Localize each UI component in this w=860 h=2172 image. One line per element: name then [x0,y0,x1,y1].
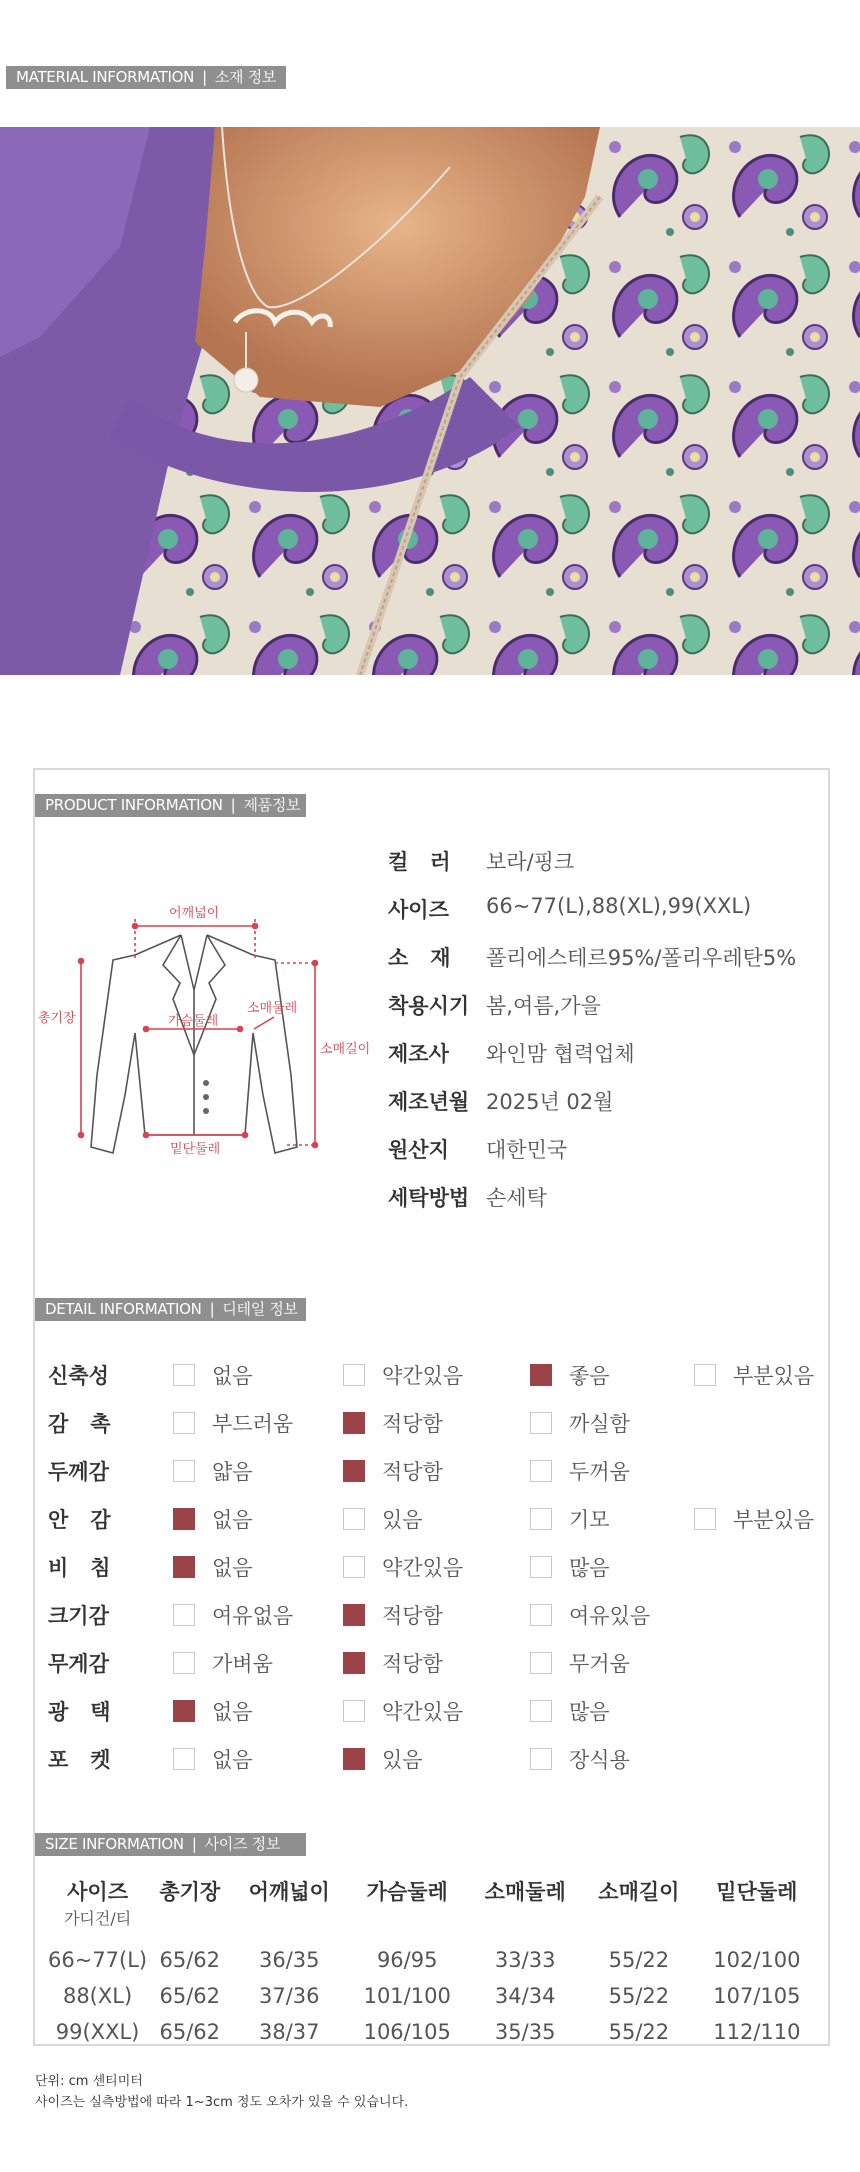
size-table-cell: 88(XL) [62,1984,133,2008]
info-value: 보라/핑크 [486,850,575,874]
size-table [48,1870,818,2050]
detail-option-label: 없음 [212,1700,253,1724]
size-header-cell: 총기장 [159,1880,221,1904]
detail-option-label: 부분있음 [733,1508,815,1532]
checkbox-checked [343,1412,365,1434]
checkbox-unchecked [343,1556,365,1578]
size-tag-sep: | [191,1835,197,1853]
detail-option-label: 많음 [569,1556,610,1580]
detail-row-label: 안 감 [48,1508,111,1532]
size-header-cell: 소매길이 [598,1880,680,1904]
footnote-unit: 단위: cm 센티미터 [35,2074,143,2089]
detail-option-label: 장식용 [569,1748,630,1772]
diagram-label-hem: 밑단둘레 [170,1142,221,1157]
size-subheader: 가디건/티 [63,1909,132,1928]
fabric-photo [0,127,860,675]
diagram-label-sleeve-round: 소매둘레 [247,1001,298,1016]
checkbox-checked [343,1748,365,1770]
size-table-cell: 106/105 [363,2020,451,2044]
checkbox-unchecked [173,1460,195,1482]
detail-option-label: 까실함 [569,1412,630,1436]
info-key: 제조년월 [388,1090,470,1114]
checkbox-unchecked [530,1556,552,1578]
size-table-cell: 35/35 [494,2020,556,2044]
size-table-cell: 38/37 [258,2020,320,2044]
size-table-cell: 96/95 [376,1948,438,1972]
detail-row-label: 두께감 [48,1460,109,1484]
product-tag-sep: | [230,796,236,814]
size-table-row [48,2014,818,2050]
size-tag-ko: 사이즈 정보 [204,1835,281,1853]
diagram-label-chest: 가슴둘레 [168,1014,219,1029]
size-table-cell: 99(XXL) [55,2020,140,2044]
info-value: 대한민국 [486,1138,568,1162]
detail-option-label: 부드러움 [212,1412,294,1436]
checkbox-checked [343,1604,365,1626]
detail-row-label: 무게감 [48,1652,109,1676]
size-table-cell: 55/22 [608,2020,670,2044]
size-table-cell: 33/33 [494,1948,556,1972]
material-tag-sep: | [202,68,207,86]
product-tag-ko: 제품정보 [243,796,301,814]
checkbox-unchecked [343,1508,365,1530]
checkbox-unchecked [530,1652,552,1674]
info-key: 원산지 [388,1138,449,1162]
detail-option-label: 여유없음 [212,1604,294,1628]
size-header-cell: 밑단둘레 [716,1880,798,1904]
size-header-cell: 소매둘레 [484,1880,566,1904]
info-value: 봄,여름,가을 [486,994,601,1018]
detail-row-label: 신축성 [48,1364,109,1388]
size-table-cell: 65/62 [159,1948,221,1972]
detail-option-label: 없음 [212,1364,253,1388]
info-value: 와인맘 협력업체 [486,1042,635,1066]
size-table-cell: 112/110 [713,2020,801,2044]
size-table-row [48,1942,818,1978]
checkbox-unchecked [530,1700,552,1722]
checkbox-unchecked [530,1412,552,1434]
detail-option-label: 두꺼움 [569,1460,630,1484]
detail-option-label: 적당함 [382,1652,443,1676]
checkbox-checked [173,1556,195,1578]
info-value: 2025년 02월 [486,1090,614,1114]
detail-option-label: 무거움 [569,1652,630,1676]
checkbox-unchecked [343,1700,365,1722]
detail-option-label: 있음 [382,1508,423,1532]
size-table-cell: 102/100 [713,1948,801,1972]
checkbox-unchecked [530,1460,552,1482]
detail-option-label: 얇음 [212,1460,253,1484]
info-key: 컬 러 [388,850,451,874]
checkbox-unchecked [173,1748,195,1770]
jacket-measurement-diagram [35,895,375,1170]
size-table-cell: 37/36 [258,1984,320,2008]
checkbox-unchecked [173,1652,195,1674]
material-tag-en: MATERIAL INFORMATION [16,68,195,86]
size-header-cell: 어깨넓이 [248,1880,330,1904]
checkbox-unchecked [343,1364,365,1386]
detail-option-label: 적당함 [382,1412,443,1436]
detail-option-label: 여유있음 [569,1604,651,1628]
detail-option-label: 기모 [569,1508,610,1532]
info-key: 사이즈 [388,898,449,922]
detail-option-label: 많음 [569,1700,610,1724]
product-tag-en: PRODUCT INFORMATION [45,796,223,814]
size-table-cell: 65/62 [159,2020,221,2044]
checkbox-checked [173,1700,195,1722]
checkbox-unchecked [530,1748,552,1770]
footnote-tolerance: 사이즈는 실측방법에 따라 1~3cm 정도 오차가 있을 수 있습니다. [35,2095,409,2110]
detail-option-label: 약간있음 [382,1364,464,1388]
diagram-label-sleeve-length: 소매길이 [320,1042,371,1057]
checkbox-unchecked [694,1364,716,1386]
checkbox-unchecked [173,1364,195,1386]
checkbox-unchecked [694,1508,716,1530]
material-tag-ko: 소재 정보 [214,68,277,86]
size-table-cell: 55/22 [608,1948,670,1972]
detail-option-label: 좋음 [569,1364,610,1388]
detail-row-label: 비 침 [48,1556,111,1580]
size-table-subheader-row [48,1906,818,1942]
info-value: 66~77(L),88(XL),99(XXL) [486,894,752,918]
detail-row-label: 포 켓 [48,1748,111,1772]
product-info-tag [35,794,306,817]
detail-option-label: 있음 [382,1748,423,1772]
size-table-header-row [48,1870,818,1906]
size-table-cell: 101/100 [363,1984,451,2008]
diagram-label-length: 총기장 [38,1011,76,1026]
info-key: 제조사 [388,1042,449,1066]
detail-option-label: 적당함 [382,1604,443,1628]
checkbox-checked [173,1508,195,1530]
detail-option-label: 없음 [212,1556,253,1580]
detail-info-tag [35,1298,306,1321]
size-tag-en: SIZE INFORMATION [45,1835,184,1853]
detail-row-label: 광 택 [48,1700,111,1724]
detail-option-label: 적당함 [382,1460,443,1484]
detail-option-label: 약간있음 [382,1556,464,1580]
checkbox-checked [343,1460,365,1482]
size-table-cell: 34/34 [494,1984,556,2008]
info-key: 세탁방법 [388,1186,470,1210]
diagram-label-shoulder: 어깨넓이 [169,906,220,921]
size-table-row [48,1978,818,2014]
checkbox-unchecked [530,1604,552,1626]
detail-option-label: 부분있음 [733,1364,815,1388]
size-table-cell: 55/22 [608,1984,670,2008]
checkbox-unchecked [530,1508,552,1530]
size-table-cell: 107/105 [713,1984,801,2008]
checkbox-unchecked [173,1604,195,1626]
detail-row-label: 크기감 [48,1604,109,1628]
size-table-cell: 65/62 [159,1984,221,2008]
size-header-cell: 사이즈 [67,1880,128,1904]
info-value: 폴리에스테르95%/폴리우레탄5% [486,946,797,970]
size-info-tag [35,1833,306,1856]
detail-option-label: 약간있음 [382,1700,464,1724]
size-header-cell: 가슴둘레 [366,1880,448,1904]
detail-option-label: 가벼움 [212,1652,273,1676]
detail-tag-sep: | [209,1300,215,1318]
detail-tag-ko: 디테일 정보 [222,1300,298,1318]
checkbox-unchecked [173,1412,195,1434]
checkbox-checked [530,1364,552,1386]
checkbox-checked [343,1652,365,1674]
size-table-cell: 66~77(L) [48,1948,148,1972]
info-value: 손세탁 [486,1186,547,1210]
size-table-cell: 36/35 [258,1948,320,1972]
info-key: 착용시기 [388,994,470,1018]
info-key: 소 재 [388,946,451,970]
detail-tag-en: DETAIL INFORMATION [45,1300,202,1318]
detail-option-label: 없음 [212,1748,253,1772]
detail-option-label: 없음 [212,1508,253,1532]
material-info-tag [6,66,286,89]
detail-row-label: 감 촉 [48,1412,111,1436]
